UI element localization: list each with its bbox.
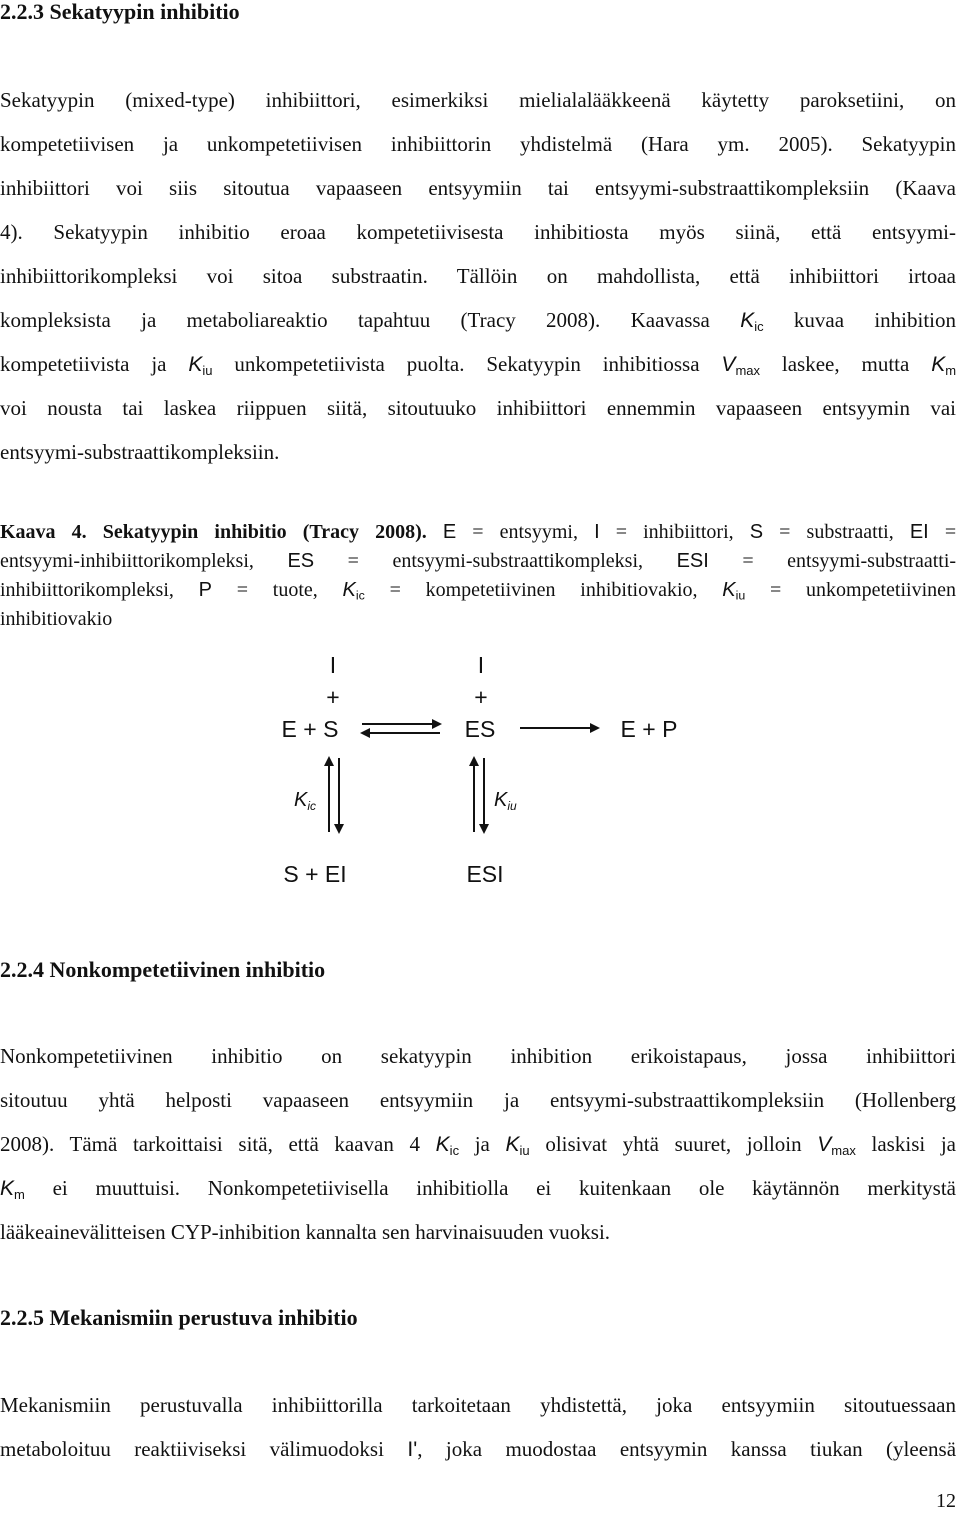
section-heading-2-2-5: 2.2.5 Mekanismiin perustuva inhibitio — [0, 1305, 358, 1330]
inhibitor-label: I — [477, 652, 485, 678]
product-label: E + P — [620, 716, 678, 742]
esi-complex-label: ESI — [466, 861, 504, 887]
text-line: Nonkompetetiivinen inhibitio on sekatyypin inhibition erikoistapaus, jossa inhibiittori — [0, 1044, 956, 1068]
paragraph-sekatyypin — [0, 78, 956, 474]
text-line: kompleksista ja metaboliareaktio tapahtuu (Tracy 2008). Kaavassa $K_{ic}$ kuvaa inhibition — [0, 308, 957, 334]
kiu-label: $K_{iu}$ — [494, 789, 517, 813]
text-line: sitoutuu yhtä helposti vapaaseen entsyymiin ja entsyymi-substraattikompleksiin (Hollenberg — [0, 1088, 956, 1112]
text-line: entsyymi-substraattikompleksiin. — [0, 440, 280, 464]
paragraph-nonkompetetiivinen — [0, 1034, 956, 1254]
text-line: voi nousta tai laskea riippuen siitä, sitoutuuko inhibiittori ennemmin vapaaseen entsyymin vai — [0, 396, 956, 420]
caption-title: Kaava 4. Sekatyypin inhibitio (Tracy 2008). — [0, 521, 427, 543]
enzyme-substrate-label: E + S — [281, 716, 339, 742]
equation-caption: Kaava 4. Sekatyypin inhibitio (Tracy 2008). E = entsyymi, I = inhibiittori, S = substraatti, EI = entsyymi-inhibiittorikompleksi, ES = entsyymi-substraattikompleksi, ESI = entsyymi-substraatti- inhibiittorikompleksi, P = tuote, $K_{ic}$ = kompetetiivinen inhibitiovakio, $K_{iu}$ = unkompetetiivinen inhibitiovakio — [0, 521, 957, 630]
kic-label: $K_{ic}$ — [294, 789, 317, 813]
text-line: inhibiittori voi siis sitoutua vapaaseen entsyymiin tai entsyymi-substraattikompleksiin (Kaava — [0, 176, 956, 200]
section-heading-2-2-3: 2.2.3 Sekatyypin inhibitio — [0, 0, 240, 24]
text-line: 2008). Tämä tarkoittaisi sitä, että kaavan 4 $K_{ic}$ ja $K_{iu}$ olisivat yhtä suuret, jolloin $V_{max}$ laskisi ja — [0, 1132, 956, 1158]
plus-sign: + — [474, 684, 488, 710]
text-line: 4). Sekatyypin inhibitio eroaa kompetetiivisesta inhibitiosta myös siinä, että entsyymi- — [0, 220, 956, 244]
inhibitor-label: I — [329, 652, 337, 678]
text-line: lääkeainevälitteisen CYP-inhibition kannalta sen harvinaisuuden vuoksi. — [0, 1220, 611, 1244]
text-line: Sekatyypin (mixed-type) inhibiittori, esimerkiksi mielialalääkkeenä käytetty paroksetiini, on — [0, 88, 956, 112]
text-line: kompetetiivista ja $K_{iu}$ unkompetetiivista puolta. Sekatyypin inhibitiossa $V_{max}$ laskee, mutta $K_m$ — [0, 352, 957, 378]
reaction-scheme-diagram — [0, 640, 960, 900]
paragraph-mekanismiin — [0, 1383, 956, 1471]
text-line: inhibiittorikompleksi voi sitoa substraatin. Tällöin on mahdollista, että inhibiittori irtoaa — [0, 264, 956, 288]
text-line: kompetetiivisen ja unkompetetiivisen inhibiittorin yhdistelmä (Hara ym. 2005). Sekatyypin — [0, 132, 956, 156]
es-complex-label: ES — [464, 716, 496, 742]
text-line: $K_m$ ei muuttuisi. Nonkompetetiivisella inhibitiolla ei kuitenkaan ole käytännön merkitystä — [0, 1176, 957, 1202]
substrate-ei-label: S + EI — [283, 861, 347, 887]
page-number: 12 — [936, 1490, 956, 1512]
plus-sign: + — [326, 684, 340, 710]
section-heading-2-2-4: 2.2.4 Nonkompetetiivinen inhibitio — [0, 957, 326, 982]
text-line: Mekanismiin perustuvalla inhibiittorilla tarkoitetaan yhdistettä, joka entsyymiin sitoutuessaan — [0, 1393, 956, 1417]
text-line: metaboloituu reaktiiviseksi välimuodoksi I', joka muodostaa entsyymin kanssa tiukan (yleensä — [0, 1437, 957, 1461]
